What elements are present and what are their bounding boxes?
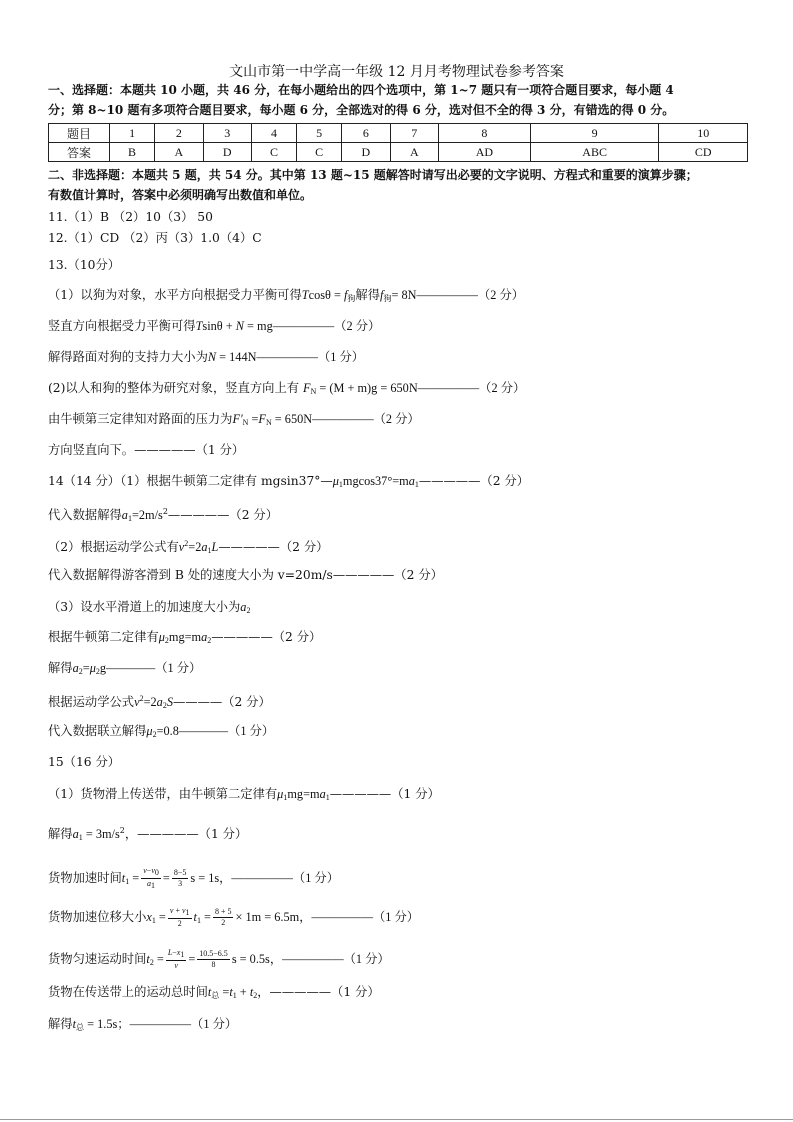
q15-line1: （1）货物滑上传送带，由牛顿第二定律有$\mu_1mg=ma_1—————(1$ 分） <box>48 787 440 802</box>
page-bottom-divider <box>0 1119 793 1120</box>
table-cell: CD <box>659 143 748 162</box>
table-cell: AD <box>439 143 531 162</box>
q13-heading: 13.（10分） <box>48 258 121 272</box>
q15-line4: 货物加速位移大小$x_1$ = $\frac{v + v_1}{2}$ $t_1$ = $\frac{8 + 5}{2}$ × 1m = 6.5m，—————（1 分） <box>48 906 420 928</box>
table-cell: 1 <box>110 124 155 143</box>
answer-11: 11.（1）B （2）10（3） 50 <box>48 210 213 224</box>
q15-line3: 货物加速时间$t_1$ = $\frac{v-v_0}{a_1}$ = $\frac{8-5}{3}$ s = 1s，—————（1 分） <box>48 866 340 890</box>
q13-line3: 解得路面对狗的支持力大小为N = 144N—————（1 分） <box>48 350 365 364</box>
section2-instructions-line1: 二、非选择题：本题共 5 题，共 54 分。其中第 13 题~15 题解答时请写出必要的文字说明、方程式和重要的演算步骤； <box>48 168 698 182</box>
q14-line4: 代入数据解得游客滑到 B 处的速度大小为 v=20m/s—————（2 分） <box>48 568 443 582</box>
q15-heading: 15（16 分） <box>48 755 121 769</box>
table-cell: C <box>251 143 296 162</box>
q13-line6: 方向竖直向下。—————（1 分） <box>48 443 245 457</box>
table-row-questions <box>49 124 748 143</box>
q14-line2: 代入数据解得$a_1=2m/s^2—————(2$ 分） <box>48 507 279 523</box>
section1-instructions-line1: 一、选择题：本题共 10 小题，共 46 分，在每小题给出的四个选项中，第 1~7 题只有一项符合题目要求，每小题 4 <box>48 83 674 97</box>
table-row-label: 答案 <box>49 143 110 162</box>
table-row-answers <box>49 143 748 162</box>
q14-line5: （3）设水平滑道上的加速度大小为$a_2$ <box>48 600 251 615</box>
q14-line6: 根据牛顿第二定律有$\mu_2mg=ma_2—————(2$ 分） <box>48 630 322 645</box>
q14-line7: 解得$a_2=\mu_2g————(1$ 分） <box>48 661 202 676</box>
q13-line4: (2)以人和狗的整体为研究对象，竖直方向上有 $F_N = (M + m)g$ = 650N—————（2 分） <box>48 381 526 396</box>
q14-line8: 根据运动学公式$v^2=2a_2S————(2$ 分） <box>48 694 271 710</box>
q14-line3: （2）根据运动学公式有$v^2=2a_1L—————(2$ 分） <box>48 539 329 555</box>
table-cell: B <box>110 143 155 162</box>
section1-instructions-line2: 分；第 8~10 题有多项符合题目要求，每小题 6 分，全部选对的得 6 分，选对但不全的得 3 分，有错选的得 0 分。 <box>48 103 675 117</box>
table-cell: 10 <box>659 124 748 143</box>
table-cell: A <box>390 143 438 162</box>
table-cell: D <box>203 143 251 162</box>
page-title: 文山市第一中学高一年级 12 月月考物理试卷参考答案 <box>229 64 564 80</box>
table-cell: 6 <box>342 124 390 143</box>
table-cell: ABC <box>530 143 659 162</box>
table-cell: 7 <box>390 124 438 143</box>
table-cell: 8 <box>439 124 531 143</box>
q13-line1: （1）以狗为对象，水平方向根据受力平衡可得$Tcos\theta = f_狗$解得$f_狗=$ 8N—————（2 分） <box>48 288 525 303</box>
q15-line2: 解得$a_1 = 3m/s^2$，—————（1 分） <box>48 826 248 842</box>
answer-table <box>48 123 748 162</box>
table-cell: 4 <box>251 124 296 143</box>
table-cell: 3 <box>203 124 251 143</box>
table-cell: D <box>342 143 390 162</box>
answer-12: 12.（1）CD （2）丙（3）1.0（4）C <box>48 231 262 245</box>
table-cell: 2 <box>155 124 203 143</box>
table-cell: C <box>297 143 342 162</box>
section2-instructions-line2: 有数值计算时，答案中必须明确写出数值和单位。 <box>48 188 313 202</box>
q13-line5: 由牛顿第三定律知对路面的压力为$F'_N =F_N$ = 650N—————（2 分） <box>48 412 420 427</box>
table-row-label: 题目 <box>49 124 110 143</box>
q15-line7: 解得$t_总 = 1.5s$；—————（1 分） <box>48 1017 238 1032</box>
q15-line5: 货物匀速运动时间$t_2$ = $\frac{L-x_1}{v}$ = $\frac{10.5-6.5}{8}$ s = 0.5s，—————（1 分） <box>48 948 390 970</box>
table-cell: 9 <box>530 124 659 143</box>
table-cell: 5 <box>297 124 342 143</box>
q13-line2: 竖直方向根据受力平衡可得Tsinθ + N = mg—————（2 分） <box>48 319 381 333</box>
q14-line1: 14（14 分）（1）根据牛顿第二定律有 $mgsin37^\circ—\mu_1mgcos37^\circ=ma_1—————(2$ 分） <box>48 474 530 489</box>
q15-line6: 货物在传送带上的运动总时间$t_总 =t_1 + t_2$，—————（1 分） <box>48 985 380 1000</box>
table-cell: A <box>155 143 203 162</box>
q14-line9: 代入数据联立解得$\mu_2=0.8————(1$ 分） <box>48 724 275 739</box>
